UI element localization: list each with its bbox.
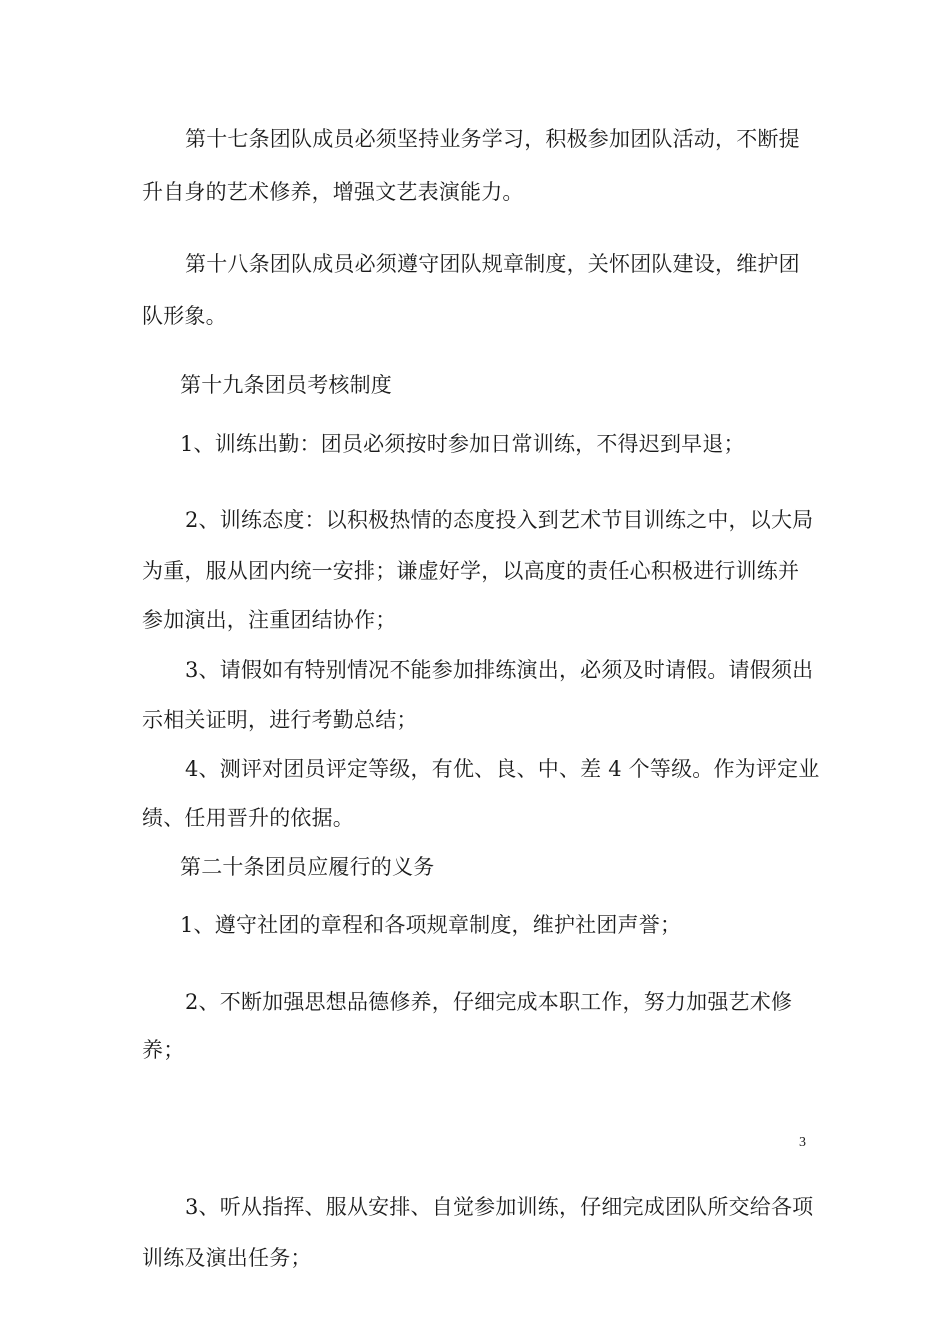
article-20-item-3-line-2: 训练及演出任务； xyxy=(142,1246,312,1270)
article-19-item-2-line-2: 为重，服从团内统一安排；谦虚好学，以高度的责任心积极进行训练并 xyxy=(142,559,800,583)
page-number: 3 xyxy=(799,1135,806,1150)
article-19-item-1: 1、训练出勤：团员必须按时参加日常训练，不得迟到早退； xyxy=(180,432,745,456)
paragraph-17-line-2: 升自身的艺术修养，增强文艺表演能力。 xyxy=(142,180,524,204)
article-20-item-1: 1、遵守社团的章程和各项规章制度，维护社团声誉； xyxy=(180,913,682,937)
article-19-item-2-line-3: 参加演出，注重团结协作； xyxy=(142,608,397,632)
article-20-item-2-line-1: 2、不断加强思想品德修养，仔细完成本职工作，努力加强艺术修 xyxy=(185,990,793,1014)
paragraph-17-line-1: 第十七条团队成员必须坚持业务学习，积极参加团队活动，不断提 xyxy=(185,127,800,151)
article-19-heading: 第十九条团员考核制度 xyxy=(180,373,392,397)
article-19-item-3-line-1: 3、请假如有特别情况不能参加排练演出，必须及时请假。请假须出 xyxy=(185,658,814,682)
paragraph-18-line-2: 队形象。 xyxy=(142,304,227,328)
article-20-item-2-line-2: 养； xyxy=(142,1038,185,1062)
article-19-item-3-line-2: 示相关证明，进行考勤总结； xyxy=(142,708,418,732)
article-19-item-4-line-1: 4、测评对团员评定等级，有优、良、中、差 4 个等级。作为评定业 xyxy=(185,757,820,781)
article-20-item-3-line-1: 3、听从指挥、服从安排、自觉参加训练，仔细完成团队所交给各项 xyxy=(185,1195,814,1219)
article-19-item-2-line-1: 2、训练态度：以积极热情的态度投入到艺术节目训练之中，以大局 xyxy=(185,508,814,532)
article-19-item-4-line-2: 绩、任用晋升的依据。 xyxy=(142,806,354,830)
paragraph-18-line-1: 第十八条团队成员必须遵守团队规章制度，关怀团队建设，维护团 xyxy=(185,252,800,276)
article-20-heading: 第二十条团员应履行的义务 xyxy=(180,855,435,879)
